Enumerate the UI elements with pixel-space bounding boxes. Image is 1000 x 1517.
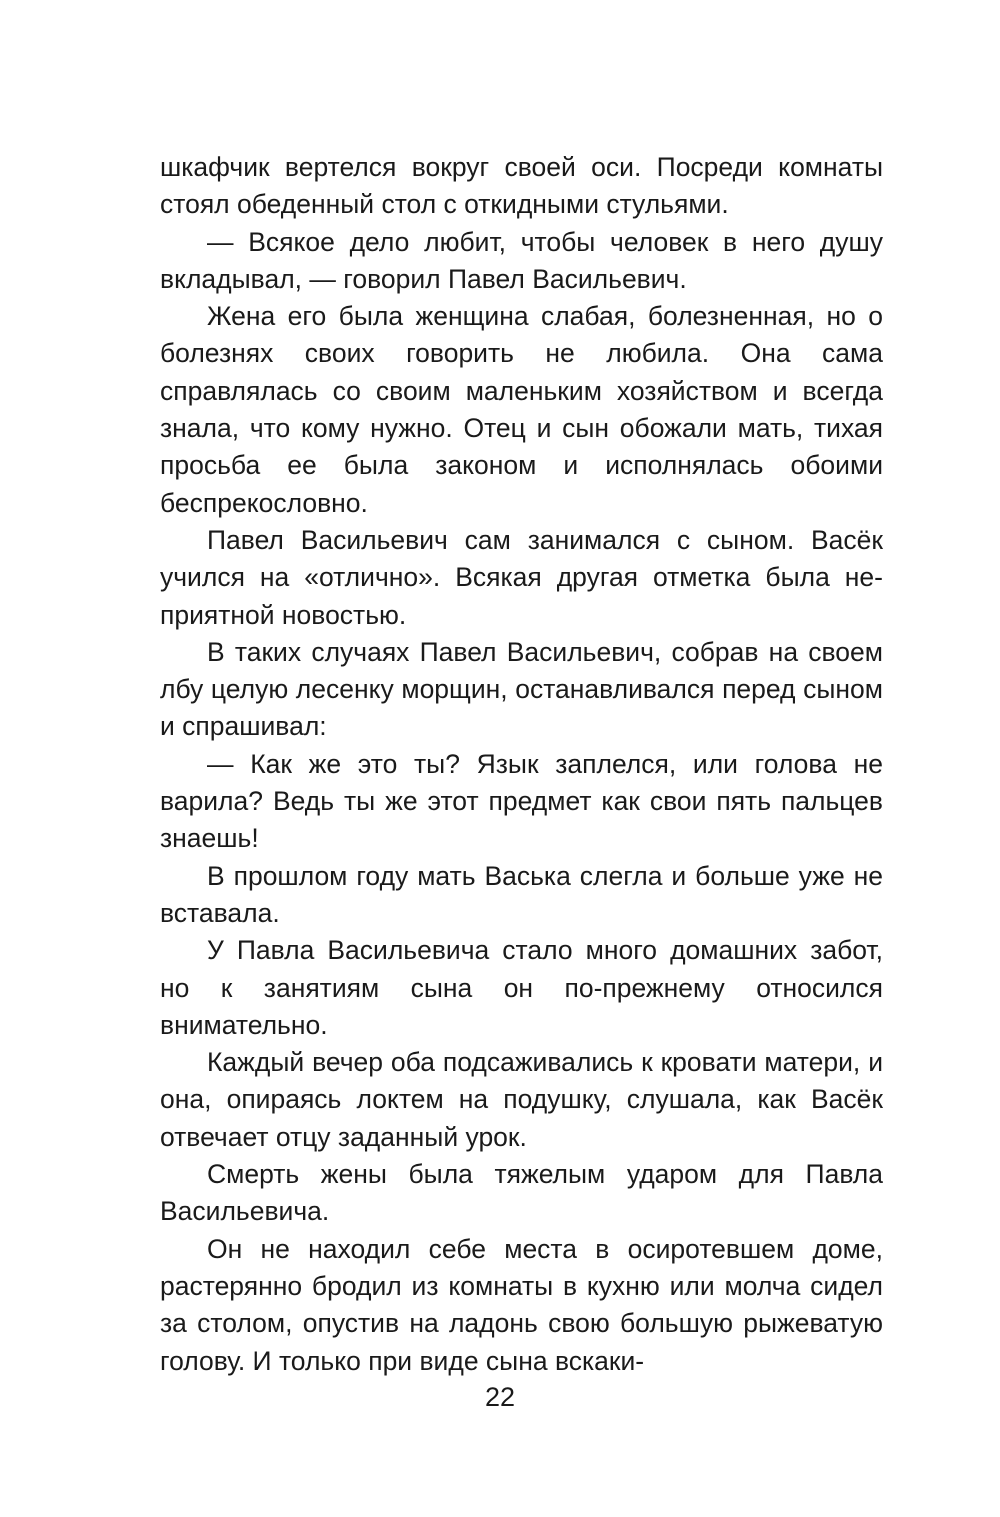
page-number: 22 [484,1382,516,1412]
paragraph-4: Павел Васильевич сам занимался с сыном. Васёк учился на «отлично». Всякая другая отметка была неприятной новостью. [160,524,883,630]
paragraph-5: В таких случаях Павел Васильевич, собрав на своем лбу целую лесенку морщин, останавливался перед сыном и спрашивал: [160,636,883,742]
paragraph-6: — Как же это ты? Язык заплелся, или голова не варила? Ведь ты же этот предмет как свои пять пальцев знаешь! [160,748,883,854]
paragraph-9: Каждый вечер оба подсаживались к кровати матери, и она, опираясь локтем на подушку, слушала, как Васёк отвечает отцу заданный урок. [160,1047,883,1152]
paragraph-8: У Павла Васильевича стало много домашних забот, но к занятиям сына он по-прежнему относился внимательно. [160,935,883,1040]
paragraph-1: шкафчик вертелся вокруг своей оси. Посреди комнаты стоял обеденный стол с откидными стульями. [160,152,883,220]
paragraph-2: — Всякое дело любит, чтобы человек в него душу вкладывал, — говорил Павел Васильевич. [160,226,883,294]
paragraph-3: Жена его была женщина слабая, болезненная, но о болезнях своих говорить не любила. Она сама справлялась со своим маленьким хозяйством и всегда знала, что кому нужно. Отец и сын обожали мать, тихая просьба ее была законом и исполнялась обоими беспрекословно. [160,301,883,518]
paragraph-7: В прошлом году мать Васька слегла и больше уже не вставала. [160,860,883,928]
paragraph-10: Смерть жены была тяжелым ударом для Павла Васильевича. [160,1159,883,1227]
body-text [160,149,883,1380]
paragraph-11: Он не находил себе места в осиротевшем доме, растерянно бродил из комнаты в кухню или молча сидел за столом, опустив на ладонь свою большую рыжеватую голову. И только при виде сына вскаки- [160,1233,883,1376]
